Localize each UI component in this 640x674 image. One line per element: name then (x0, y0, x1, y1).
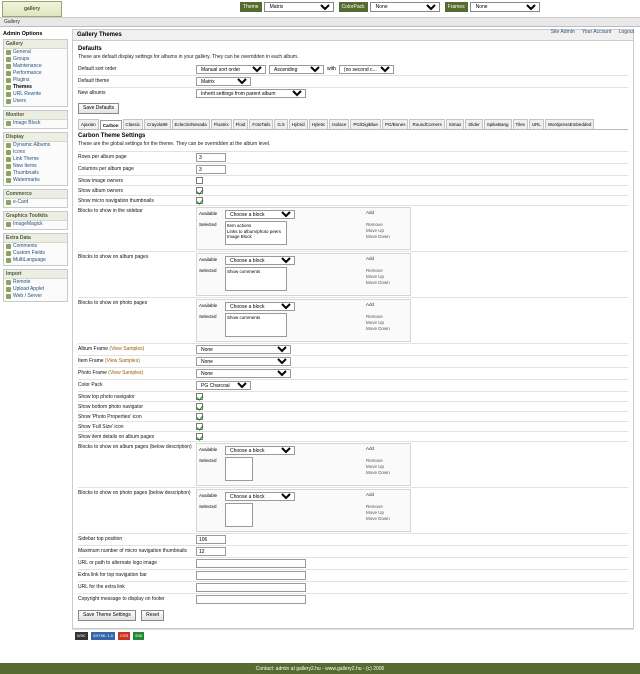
sidebar-group-heading: Graphics Toolkits (4, 212, 67, 221)
photo-blocks-label: Blocks to show on photo pages (78, 300, 148, 306)
breadcrumb[interactable]: Gallery (4, 19, 20, 25)
album-blocks-picker (196, 253, 411, 296)
sidebar-group-graphics-toolkits (3, 211, 68, 230)
sidebar-item-label: Groups (13, 56, 30, 62)
album-available-block-select[interactable] (225, 256, 295, 265)
show-top-photo-navigator-label: Show top photo navigator (78, 394, 135, 400)
extra-link-url-row (78, 581, 628, 593)
show-photo-properties-icon-checkbox[interactable] (196, 413, 203, 420)
selected-label: Selected (199, 268, 217, 273)
link-logout[interactable]: Logout (618, 29, 634, 35)
photo-below-remove-button[interactable]: Remove (366, 504, 383, 509)
sidebar-item-label: Remote (13, 279, 31, 285)
album-add-block-button[interactable]: Add (366, 256, 375, 261)
theme-tabs (78, 119, 628, 130)
new-albums-select[interactable] (196, 89, 306, 98)
sidebar-item-label: Watermarks (13, 177, 40, 183)
photo-frame-row (78, 367, 628, 379)
photo-frame-samples-link[interactable]: (View Samples) (108, 370, 144, 376)
sidebar-blocks-label: Blocks to show in the sidebar (78, 208, 143, 214)
photo-below-add-button[interactable]: Add (366, 492, 375, 497)
selected-label: Selected (199, 504, 217, 509)
sidebar-item-performance[interactable] (4, 70, 67, 77)
album-remove-block-button[interactable]: Remove (366, 268, 383, 273)
multilanguage-icon (6, 258, 11, 263)
sidebar-item-new-items[interactable] (4, 163, 67, 170)
sidebar-item-custom-fields[interactable] (4, 250, 67, 257)
sidebar-item-label: Icons (13, 149, 25, 155)
page-footer: Contact: admin at gallery2.hu - www.gallery2.hu - (c) 2006 (0, 663, 640, 674)
colorpack-label: ColorPack (339, 2, 368, 12)
sidebar-item-label: General (13, 49, 31, 55)
default-sort-order-row (78, 64, 628, 75)
list-item[interactable]: Image Block (227, 234, 252, 239)
photo-selected-blocks-list[interactable] (225, 313, 287, 337)
page-title: Gallery Themes (73, 30, 633, 41)
show-full-size-icon-label: Show 'Full Size' icon (78, 424, 124, 430)
rows-per-album-page-row (78, 151, 628, 163)
max-micro-nav-thumbs-label: Maximum number of micro navigation thumbnails (78, 548, 187, 554)
sidebar-item-comments[interactable] (4, 243, 67, 250)
sidebar-top-position-input[interactable] (196, 535, 226, 544)
list-item[interactable]: Show comments (227, 315, 261, 320)
sidebar-item-web-server[interactable] (4, 293, 67, 300)
sidebar-item-maintenance[interactable] (4, 63, 67, 70)
album-below-desc-picker (196, 443, 411, 486)
sidebar-item-users[interactable] (4, 98, 67, 105)
panel-body (73, 41, 633, 628)
sidebar-item-thumbnails[interactable] (4, 170, 67, 177)
sidebar-item-label: Users (13, 98, 27, 104)
defaults-description: These are default display settings for albums in your gallery. They can be overridden in each album. (78, 54, 299, 60)
photo-below-selected-list[interactable] (225, 503, 253, 527)
sidebar-item-upload-applet[interactable] (4, 286, 67, 293)
show-album-owners-label: Show album owners (78, 188, 124, 194)
xhtml-badge[interactable]: XHTML 1.0 (92, 633, 113, 638)
album-selected-blocks-list[interactable] (225, 267, 287, 291)
photo-below-desc-blocks-label: Blocks to show on photo pages (below description) (78, 490, 191, 496)
selected-label: Selected (199, 458, 217, 463)
show-album-owners-row (78, 185, 628, 195)
album-below-desc-blocks-row (78, 441, 628, 487)
rows-per-album-page-label: Rows per album page (78, 154, 127, 160)
groups-icon (6, 57, 11, 62)
album-move-up-button[interactable]: Move Up (366, 274, 385, 279)
photo-below-move-up-button[interactable]: Move Up (366, 510, 385, 515)
sidebar-blocks-row (78, 205, 628, 251)
album-blocks-label: Blocks to show on album pages (78, 254, 149, 260)
sidebar-item-label: New Items (13, 163, 37, 169)
page-body (0, 27, 640, 663)
upload-applet-icon (6, 287, 11, 292)
maintenance-icon (6, 64, 11, 69)
gallery-logo: gallery (2, 1, 62, 17)
list-item[interactable]: Item actions (227, 223, 252, 228)
sidebar-item-groups[interactable] (4, 56, 67, 63)
tab-g5[interactable]: G.5 (274, 119, 287, 129)
item-frame-row (78, 355, 628, 367)
show-bottom-photo-navigator-row (78, 401, 628, 411)
users-icon (6, 99, 11, 104)
default-theme-select[interactable] (196, 77, 251, 86)
album-frame-select[interactable] (196, 345, 291, 354)
sidebar-item-dynamic-albums[interactable] (4, 142, 67, 149)
link-theme-icon (6, 157, 11, 162)
w3c-badge[interactable]: W3C (77, 633, 86, 638)
album-frame-samples-link[interactable]: (View Samples) (109, 346, 145, 352)
css-badge[interactable]: CSS (119, 633, 129, 638)
available-label: Available (199, 303, 218, 308)
show-image-owners-label: Show image owners (78, 178, 124, 184)
default-sort-order-label: Default sort order (78, 66, 117, 72)
photo-below-desc-picker (196, 489, 411, 532)
tab-wordpressembedded[interactable]: WordpressEmbedded (545, 119, 594, 129)
performance-icon (6, 71, 11, 76)
sidebar-group-heading: Monitor (4, 111, 67, 120)
account-links (545, 29, 634, 35)
alt-logo-url-input[interactable] (196, 559, 306, 568)
new-albums-label: New albums (78, 90, 106, 96)
sidebar-item-label: Maintenance (13, 63, 42, 69)
sidebar-available-block-select[interactable] (225, 210, 295, 219)
sidebar-item-multilanguage[interactable] (4, 257, 67, 264)
album-frame-row (78, 343, 628, 355)
new-items-icon (6, 164, 11, 169)
tab-carbon[interactable]: Carbon (100, 120, 122, 130)
theme-label: Theme (240, 2, 262, 12)
default-sort-order-select[interactable] (196, 65, 266, 74)
default-theme-row (78, 75, 628, 87)
defaults-heading: Defaults (78, 46, 102, 52)
sidebar-item-label: Dynamic Albums (13, 142, 51, 148)
tab-hyletic[interactable]: Hyletic (309, 119, 329, 129)
item-frame-select[interactable] (196, 357, 291, 366)
colorpack-select[interactable] (370, 2, 440, 12)
photo-below-desc-blocks-row (78, 487, 628, 533)
sidebar-item-label: Plugins (13, 77, 30, 83)
sidebar-item-label: Performance (13, 70, 42, 76)
sidebar-top-position-row (78, 533, 628, 545)
tab-url[interactable]: URL (529, 119, 544, 129)
dynamic-albums-icon (6, 143, 11, 148)
columns-per-album-page-label: Columns per album page (78, 166, 134, 172)
show-item-details-label: Show item details on album pages (78, 434, 155, 440)
remote-icon (6, 280, 11, 285)
sidebar-item-label: Thumbnails (13, 170, 39, 176)
max-micro-nav-thumbs-input[interactable] (196, 547, 226, 556)
tab-pg-bones[interactable]: PG/Bones (382, 119, 409, 129)
sidebar-group-import (3, 269, 68, 302)
item-frame-label (78, 357, 196, 364)
sidebar-group-extra-data (3, 233, 68, 266)
top-bar (0, 0, 640, 18)
reset-button[interactable]: Reset (141, 610, 164, 621)
photo-frame-text: Photo Frame (78, 370, 107, 376)
frames-label: Frames (445, 2, 468, 12)
show-bottom-photo-navigator-label: Show bottom photo navigator (78, 404, 144, 410)
alt-logo-url-row (78, 557, 628, 569)
photo-move-up-button[interactable]: Move Up (366, 320, 385, 325)
sort-with-label: with (327, 66, 336, 72)
theme-settings-heading: Carbon Theme Settings (78, 133, 146, 139)
sidebar-group-heading: Gallery (4, 40, 67, 49)
icons-icon (6, 150, 11, 155)
photo-blocks-row (78, 297, 628, 343)
tab-hybrid[interactable]: Hybrid (289, 119, 308, 129)
album-frame-text: Album Frame (78, 346, 109, 352)
album-blocks-row (78, 251, 628, 297)
sidebar-item-label: Custom Fields (13, 250, 45, 256)
show-item-details-checkbox[interactable] (196, 433, 203, 440)
sidebar-group-heading: Extra Data (4, 234, 67, 243)
tab-roundcorners[interactable]: RoundCorners (409, 119, 444, 129)
album-below-add-button[interactable]: Add (366, 446, 375, 451)
sidebar-item-label: Themes (13, 84, 32, 90)
extra-link-row (78, 569, 628, 581)
album-below-move-down-button[interactable]: Move Down (366, 470, 390, 475)
new-albums-row (78, 87, 628, 99)
photo-frame-label (78, 369, 196, 376)
sidebar-group-heading: Import (4, 270, 67, 279)
sidebar-item-label: Comments (13, 243, 38, 249)
photo-available-block-select[interactable] (225, 302, 295, 311)
show-full-size-icon-checkbox[interactable] (196, 423, 203, 430)
section508-badge[interactable]: 508 (135, 633, 142, 638)
available-label: Available (199, 493, 218, 498)
tab-pg-digiblue[interactable]: PG/DigiBlue (350, 119, 381, 129)
extra-link-label: Extra link for top navigation bar (78, 572, 147, 578)
album-below-remove-button[interactable]: Remove (366, 458, 383, 463)
sidebar-group-gallery (3, 39, 68, 107)
sidebar-item-general[interactable] (4, 49, 67, 56)
extra-link-url-input[interactable] (196, 583, 306, 592)
show-full-size-icon-row (78, 421, 628, 431)
sidebar-item-link-theme[interactable] (4, 156, 67, 163)
tab-tiles[interactable]: Tiles (513, 119, 528, 129)
sidebar-item-label: ImageMagick (13, 221, 43, 227)
sidebar (0, 27, 70, 305)
photo-add-block-button[interactable]: Add (366, 302, 375, 307)
sidebar-selected-blocks-list[interactable] (225, 221, 287, 245)
available-label: Available (199, 257, 218, 262)
watermarks-icon (6, 178, 11, 183)
sidebar-item-plugins[interactable] (4, 77, 67, 84)
sidebar-item-label: e-Card (13, 199, 29, 205)
album-below-available-select[interactable] (225, 446, 295, 455)
sidebar-add-block-button[interactable]: Add (366, 210, 375, 215)
image-block-icon (6, 121, 11, 126)
save-defaults-button[interactable]: Save Defaults (78, 103, 119, 114)
url-rewrite-icon (6, 92, 11, 97)
sidebar-item-remote[interactable] (4, 279, 67, 286)
sidebar-item-image-block[interactable] (4, 120, 67, 127)
gallery-themes-panel (72, 29, 634, 629)
show-top-photo-navigator-checkbox[interactable] (196, 393, 203, 400)
show-micro-nav-thumbs-label: Show micro navigation thumbnails (78, 198, 154, 204)
show-photo-properties-icon-label: Show 'Photo Properties' icon (78, 414, 142, 420)
item-frame-samples-link[interactable]: (View Samples) (104, 358, 140, 364)
sidebar-remove-block-button[interactable]: Remove (366, 222, 383, 227)
theme-settings-description: These are the global settings for the theme. They can be overridden at the album level. (78, 141, 271, 147)
show-micro-nav-thumbs-checkbox[interactable] (196, 197, 203, 204)
tab-spikebang[interactable]: SpikeBang (484, 119, 512, 129)
show-micro-nav-thumbs-row (78, 195, 628, 205)
tab-fototails[interactable]: FotoTails (249, 119, 273, 129)
columns-per-album-page-input[interactable] (196, 165, 226, 174)
rows-per-album-page-input[interactable] (196, 153, 226, 162)
album-below-desc-blocks-label: Blocks to show on album pages (below description) (78, 444, 192, 450)
sidebar-move-up-button[interactable]: Move Up (366, 228, 385, 233)
sidebar-title: Admin Options (3, 31, 43, 37)
extra-link-input[interactable] (196, 571, 306, 580)
available-label: Available (199, 447, 218, 452)
color-pack-select[interactable] (196, 381, 251, 390)
columns-per-album-page-row (78, 163, 628, 175)
comments-icon (6, 244, 11, 249)
sidebar-item-url-rewrite[interactable] (4, 91, 67, 98)
footer-copyright-input[interactable] (196, 595, 306, 604)
sidebar-item-label: Link Theme (13, 156, 40, 162)
sidebar-item-themes[interactable] (4, 84, 67, 91)
show-album-owners-checkbox[interactable] (196, 187, 203, 194)
sidebar-item-label: URL Rewrite (13, 91, 42, 97)
photo-frame-select[interactable] (196, 369, 291, 378)
sidebar-group-commerce (3, 189, 68, 208)
photo-remove-block-button[interactable]: Remove (366, 314, 383, 319)
thumbnails-icon (6, 171, 11, 176)
list-item[interactable]: Show comments (227, 269, 261, 274)
tab-ajaxian[interactable]: Ajaxian (78, 119, 99, 129)
photo-move-down-button[interactable]: Move Down (366, 326, 390, 331)
main-content (70, 27, 640, 642)
sort-direction-select[interactable] (269, 65, 324, 74)
photo-blocks-picker (196, 299, 411, 342)
sidebar-move-down-button[interactable]: Move Down (366, 234, 390, 239)
link-site-admin[interactable]: Site Admin (550, 29, 575, 35)
sidebar-top-position-label: Sidebar top position (78, 536, 123, 542)
photo-below-move-down-button[interactable]: Move Down (366, 516, 390, 521)
album-below-selected-list[interactable] (225, 457, 253, 481)
item-frame-text: Item Frame (78, 358, 104, 364)
tab-floatrix[interactable]: Floatrix (211, 119, 232, 129)
theme-selector-bar (240, 2, 545, 12)
sidebar-item-ecard[interactable] (4, 199, 67, 206)
sidebar-item-label: Web / Server (13, 293, 43, 299)
tab-crayola99[interactable]: Crayola99 (144, 119, 171, 129)
tab-slider[interactable]: Slider (465, 119, 483, 129)
theme-select[interactable] (264, 2, 334, 12)
sidebar-blocks-picker (196, 207, 411, 250)
available-label: Available (199, 211, 218, 216)
sidebar-item-label: MultiLanguage (13, 257, 46, 263)
selected-label: Selected (199, 314, 217, 319)
plugins-icon (6, 78, 11, 83)
sidebar-item-imagemagick[interactable] (4, 221, 67, 228)
tab-floid[interactable]: Floid (233, 119, 249, 129)
show-item-details-row (78, 431, 628, 441)
frames-select[interactable] (470, 2, 540, 12)
show-top-photo-navigator-row (78, 391, 628, 401)
sidebar-item-label: Image Block (13, 120, 41, 126)
secondary-sort-select[interactable] (339, 65, 394, 74)
breadcrumb-bar (0, 18, 640, 27)
save-theme-settings-button[interactable]: Save Theme Settings (78, 610, 136, 621)
tab-simax[interactable]: Simax (446, 119, 465, 129)
ecard-icon (6, 200, 11, 205)
sidebar-group-display (3, 132, 68, 186)
color-pack-label: Color Pack (78, 382, 103, 388)
sidebar-group-monitor (3, 110, 68, 129)
show-photo-properties-icon-row (78, 411, 628, 421)
tab-classic[interactable]: Classic (123, 119, 144, 129)
selected-label: Selected (199, 222, 217, 227)
sidebar-item-icons[interactable] (4, 149, 67, 156)
alt-logo-url-label: URL or path to alternate logo image (78, 560, 158, 566)
album-below-move-up-button[interactable]: Move Up (366, 464, 385, 469)
album-frame-label (78, 345, 196, 352)
general-icon (6, 50, 11, 55)
sidebar-group-heading: Commerce (4, 190, 67, 199)
tab-isolace[interactable]: Isolace (329, 119, 349, 129)
footer-copyright-label: Copyright message to display on footer (78, 596, 165, 602)
extra-link-url-label: URL for the extra link (78, 584, 125, 590)
link-your-account[interactable]: Your Account (582, 29, 612, 35)
photo-below-available-select[interactable] (225, 492, 295, 501)
sidebar-item-label: Upload Applet (13, 286, 45, 292)
web-server-icon (6, 294, 11, 299)
show-image-owners-row (78, 175, 628, 185)
imagemagick-icon (6, 222, 11, 227)
default-theme-label: Default theme (78, 78, 110, 84)
list-item[interactable]: Links to album/photo peers (227, 228, 282, 234)
show-image-owners-checkbox[interactable] (196, 177, 203, 184)
tab-eclectic-nevada[interactable]: Eclectic/Nevada (172, 119, 210, 129)
validator-badges (72, 629, 634, 642)
sidebar-group-heading: Display (4, 133, 67, 142)
max-micro-nav-thumbs-row (78, 545, 628, 557)
color-pack-row (78, 379, 628, 391)
sidebar-item-watermarks[interactable] (4, 177, 67, 184)
footer-copyright-row (78, 593, 628, 605)
show-bottom-photo-navigator-checkbox[interactable] (196, 403, 203, 410)
themes-icon (6, 85, 11, 90)
album-move-down-button[interactable]: Move Down (366, 280, 390, 285)
custom-fields-icon (6, 251, 11, 256)
